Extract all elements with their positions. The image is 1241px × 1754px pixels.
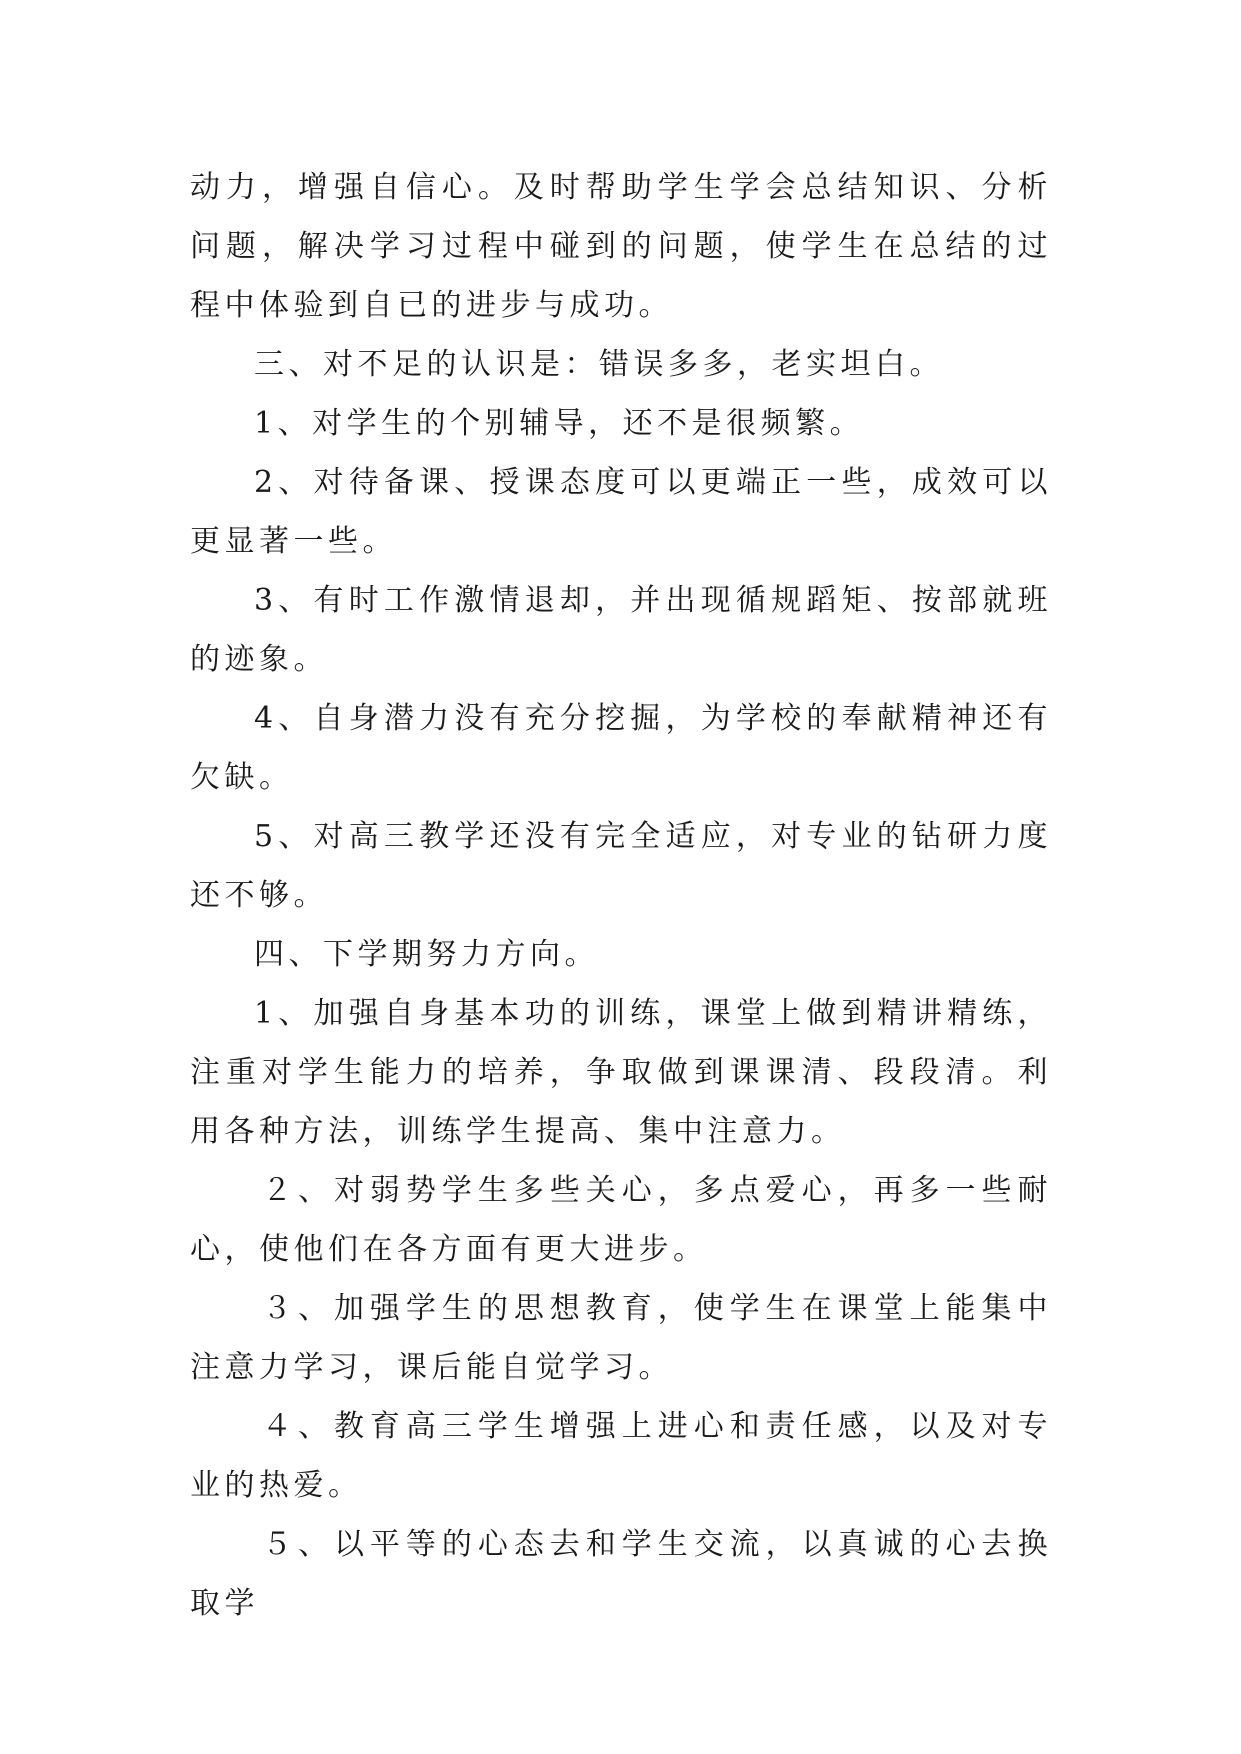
document-body (190, 158, 1052, 1633)
paragraph-continuation: 动力，增强自信心。及时帮助学生学会总结知识、分析问题，解决学习过程中碰到的问题，使学生在总结的过程中体验到自已的进步与成功。 (190, 170, 1052, 323)
section-heading-next-term: 四、下学期努力方向。 (254, 937, 599, 972)
direction-item-2: ２、对弱势学生多些关心，多点爱心，再多一些耐心，使他们在各方面有更大进步。 (190, 1173, 1052, 1267)
shortcoming-item-1: 1、对学生的个别辅导，还不是很频繁。 (254, 406, 865, 441)
direction-item-3: ３、加强学生的思想教育，使学生在课堂上能集中注意力学习，课后能自觉学习。 (190, 1291, 1052, 1385)
direction-item-5: ５、以平等的心态去和学生交流，以真诚的心去换取学 (190, 1527, 1052, 1621)
section-heading-shortcomings: 三、对不足的认识是：错误多多，老实坦白。 (254, 347, 944, 382)
direction-item-1: 1、加强自身基本功的训练，课堂上做到精讲精练，注重对学生能力的培养，争取做到课课清、段段清。利用各种方法，训练学生提高、集中注意力。 (190, 996, 1052, 1149)
shortcoming-item-4: 4、自身潜力没有充分挖掘，为学校的奉献精神还有欠缺。 (190, 701, 1052, 795)
shortcoming-item-3: 3、有时工作激情退却，并出现循规蹈矩、按部就班的迹象。 (190, 583, 1052, 677)
shortcoming-item-2: 2、对待备课、授课态度可以更端正一些，成效可以更显著一些。 (190, 465, 1052, 559)
shortcoming-item-5: 5、对高三教学还没有完全适应，对专业的钻研力度还不够。 (190, 819, 1052, 913)
direction-item-4: ４、教育高三学生增强上进心和责任感，以及对专业的热爱。 (190, 1409, 1052, 1503)
